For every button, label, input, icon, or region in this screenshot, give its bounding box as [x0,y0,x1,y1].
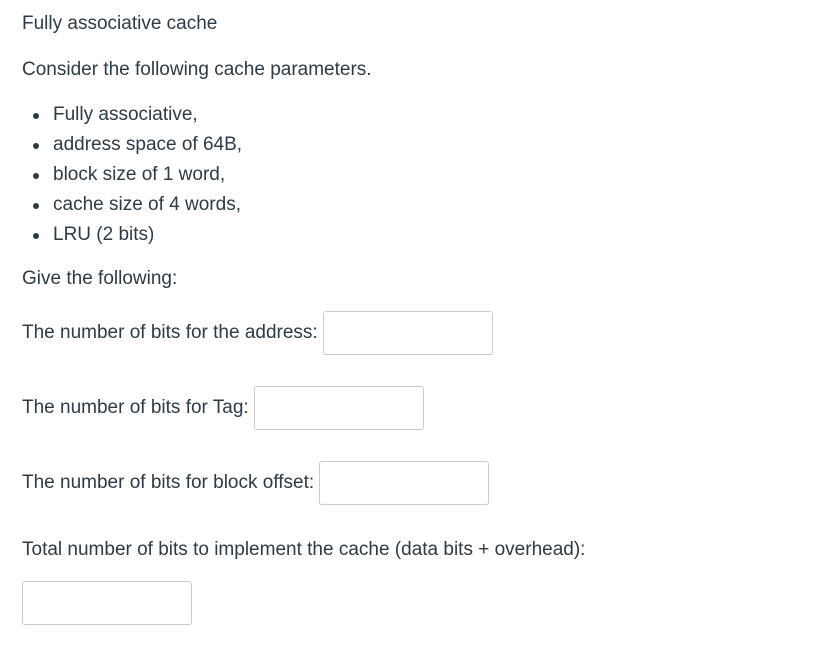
list-item [26,223,242,253]
list-item [26,103,242,133]
bullet-icon [33,113,39,119]
tag-bits-label: The number of bits for Tag: [22,397,249,418]
parameter-text: block size of 1 word, [53,164,226,185]
tag-bits-row [22,386,424,430]
total-bits-label: Total number of bits to implement the cache (data bits + overhead): [22,539,586,560]
question-intro: Consider the following cache parameters. [22,59,372,80]
prompt-text: Give the following: [22,268,178,289]
offset-bits-label: The number of bits for block offset: [22,472,315,493]
list-item [26,193,242,223]
address-bits-row [22,311,493,355]
bullet-icon [33,173,39,179]
total-bits-row [22,581,192,625]
bullet-icon [33,233,39,239]
list-item [26,163,242,193]
offset-bits-input[interactable] [319,461,489,505]
question-title: Fully associative cache [22,13,218,34]
parameter-text: LRU (2 bits) [53,224,155,245]
address-bits-label: The number of bits for the address: [22,322,318,343]
total-bits-input[interactable] [22,581,192,625]
address-bits-input[interactable] [323,311,493,355]
offset-bits-row [22,461,489,505]
parameter-text: Fully associative, [53,104,198,125]
parameter-text: cache size of 4 words, [53,194,241,215]
bullet-icon [33,143,39,149]
tag-bits-input[interactable] [254,386,424,430]
parameter-text: address space of 64B, [53,134,243,155]
bullet-icon [33,203,39,209]
list-item [26,133,242,163]
cache-parameters-list [26,103,242,253]
